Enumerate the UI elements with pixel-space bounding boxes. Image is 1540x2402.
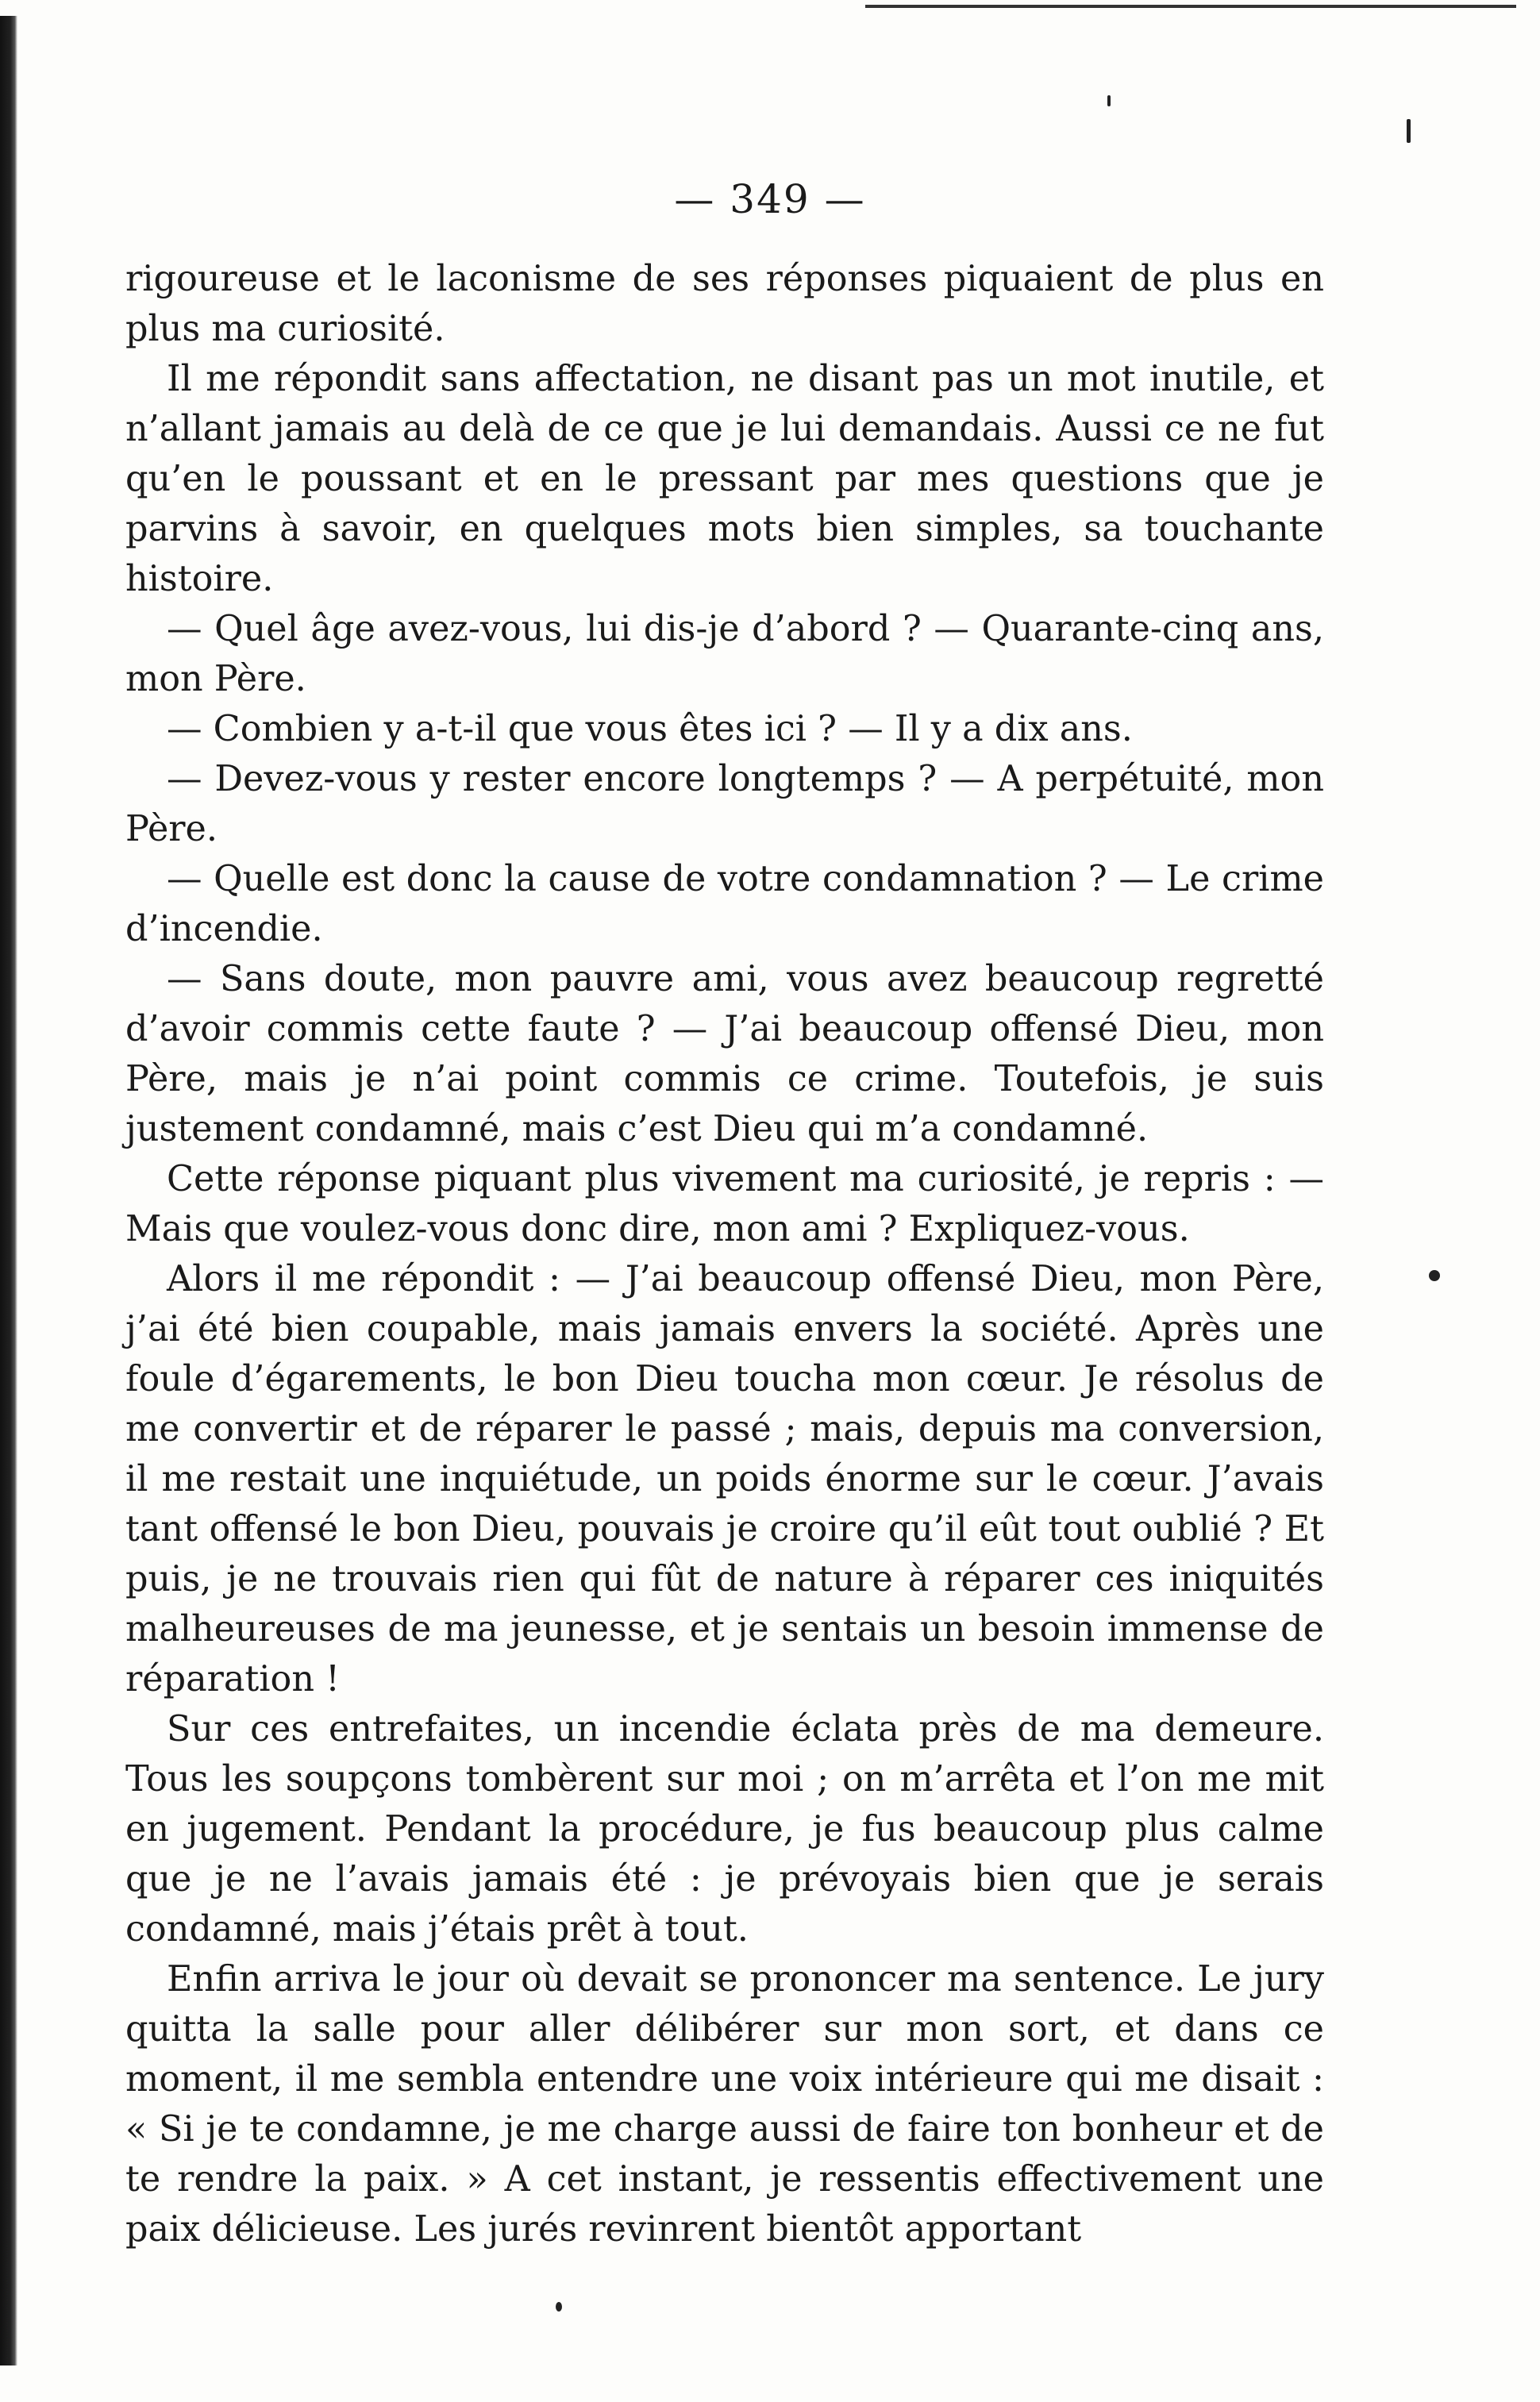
scan-speck [556,2302,562,2312]
scan-speck [1429,1270,1440,1281]
paragraph-2: Il me répondit sans affectation, ne disant pas un mot inutile, et n’allant jamais au delà de ce que je lui demandais. Aussi ce ne fut qu’en le poussant et en le pressant par mes questions que je parvins à savoir, en quelques mots bien simples, sa touchante histoire. [125,359,1324,599]
scan-binding-edge [0,16,17,2365]
paragraph-4: — Combien y a-t-il que vous êtes ici ? — Il y a dix ans. [167,709,1133,749]
paragraph-1: rigoureuse et le laconisme de ses réponses piquaient de plus en plus ma curiosité. [125,259,1324,349]
paragraph-9: Alors il me répondit : — J’ai beaucoup offensé Dieu, mon Père, j’ai été bien coupable, mais jamais envers la société. Après une foule d’égarements, le bon Dieu toucha mon cœur. Je résolus de me convertir et de réparer le passé ; mais, depuis ma conversion, il me restait une inquiétude, un poids énorme sur le cœur. J’avais tant offensé le bon Dieu, pouvais je croire qu’il eût tout oublié ? Et puis, je ne trouvais rien qui fût de nature à réparer ces iniquités malheureuses de ma jeunesse, et je sentais un besoin immense de réparation ! [125,1259,1324,1699]
paragraph-5: — Devez-vous y rester encore longtemps ? — A perpétuité, mon Père. [125,759,1324,849]
scan-speck [1107,95,1111,106]
paragraph-6: — Quelle est donc la cause de votre condamnation ? — Le crime d’incendie. [125,859,1324,949]
paragraph-8: Cette réponse piquant plus vivement ma curiosité, je repris : — Mais que voulez-vous donc dire, mon ami ? Expliquez-vous. [125,1159,1324,1249]
paragraph-10: Sur ces entrefaites, un incendie éclata près de ma demeure. Tous les soupçons tombèrent sur moi ; on m’arrêta et l’on me mit en jugement. Pendant la procédure, je fus beaucoup plus calme que je ne l’avais jamais été : je prévoyais bien que je serais condamné, mais j’étais prêt à tout. [125,1709,1324,1950]
paragraph-3: — Quel âge avez-vous, lui dis-je d’abord ? — Quarante-cinq ans, mon Père. [125,609,1324,699]
paragraph-7: — Sans doute, mon pauvre ami, vous avez beaucoup regretté d’avoir commis cette faute ? — J’ai beaucoup offensé Dieu, mon Père, mais je n’ai point commis ce crime. Toutefois, je suis justement condamné, mais c’est Dieu qui m’a condamné. [125,959,1324,1149]
scan-speck [1407,119,1411,143]
page-body-text [125,254,1324,2254]
scan-top-rule [865,5,1516,8]
page-number: — 349 — [674,176,866,222]
paragraph-11: Enfin arriva le jour où devait se prononcer ma sentence. Le jury quitta la salle pour aller délibérer sur mon sort, et dans ce moment, il me sembla entendre une voix intérieure qui me disait : « Si je te condamne, je me charge aussi de faire ton bonheur et de te rendre la paix. » A cet instant, je ressentis effectivement une paix délicieuse. Les jurés revinrent bientôt apportant [125,1959,1324,2250]
